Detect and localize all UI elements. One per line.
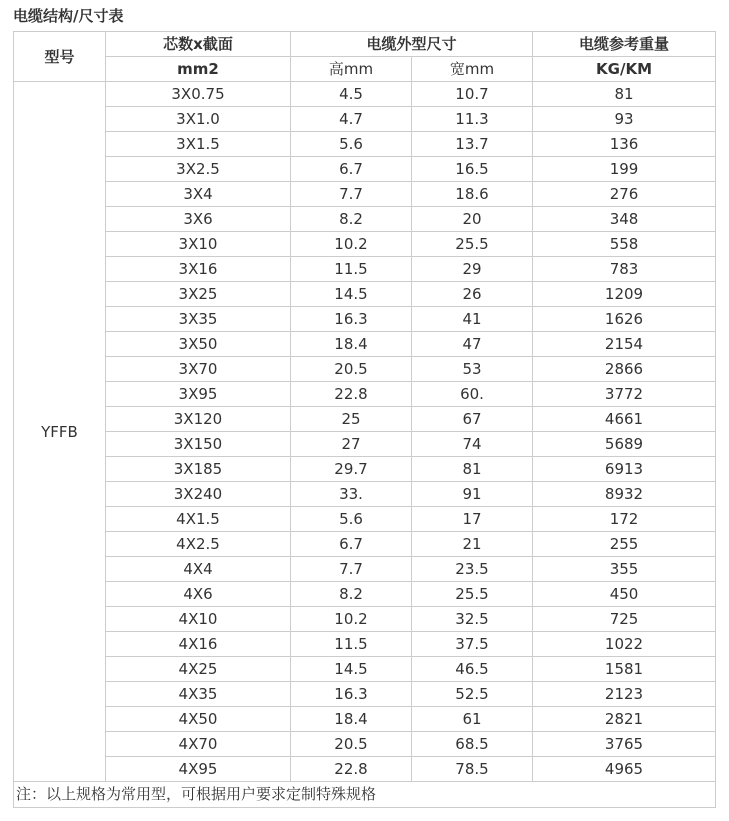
header-dimensions: 电缆外型尺寸	[291, 32, 533, 57]
cell-weight: 199	[533, 157, 716, 182]
table-row	[14, 82, 716, 107]
table-row	[14, 157, 716, 182]
table-row	[14, 682, 716, 707]
cell-weight: 2866	[533, 357, 716, 382]
cell-width: 60.	[412, 382, 533, 407]
cell-height: 7.7	[291, 182, 412, 207]
cell-spec: 4X35	[106, 682, 291, 707]
cell-width: 26	[412, 282, 533, 307]
cell-height: 5.6	[291, 507, 412, 532]
table-row	[14, 357, 716, 382]
cell-height: 20.5	[291, 357, 412, 382]
cell-spec: 4X4	[106, 557, 291, 582]
cell-height: 16.3	[291, 682, 412, 707]
cell-height: 14.5	[291, 282, 412, 307]
cell-height: 16.3	[291, 307, 412, 332]
cell-width: 20	[412, 207, 533, 232]
cell-spec: 3X70	[106, 357, 291, 382]
cell-weight: 1581	[533, 657, 716, 682]
cell-height: 22.8	[291, 757, 412, 782]
header-cores: 芯数x截面	[106, 32, 291, 57]
cell-width: 18.6	[412, 182, 533, 207]
table-subheader-row	[14, 57, 716, 82]
table-row	[14, 757, 716, 782]
table-row	[14, 482, 716, 507]
table-row	[14, 582, 716, 607]
table-row	[14, 182, 716, 207]
cell-width: 81	[412, 457, 533, 482]
cell-weight: 4965	[533, 757, 716, 782]
table-row	[14, 657, 716, 682]
cell-spec: 4X6	[106, 582, 291, 607]
cell-height: 18.4	[291, 707, 412, 732]
cell-weight: 8932	[533, 482, 716, 507]
cell-weight: 1626	[533, 307, 716, 332]
cell-width: 46.5	[412, 657, 533, 682]
header-weight-unit: KG/KM	[533, 57, 716, 82]
table-body	[14, 82, 716, 782]
cell-weight: 255	[533, 532, 716, 557]
cell-spec: 3X1.0	[106, 107, 291, 132]
table-row	[14, 632, 716, 657]
cell-spec: 3X6	[106, 207, 291, 232]
cell-height: 4.5	[291, 82, 412, 107]
cell-weight: 348	[533, 207, 716, 232]
cell-width: 32.5	[412, 607, 533, 632]
cell-height: 7.7	[291, 557, 412, 582]
table-row	[14, 507, 716, 532]
cell-width: 13.7	[412, 132, 533, 157]
table-row	[14, 257, 716, 282]
cell-spec: 4X10	[106, 607, 291, 632]
table-row	[14, 107, 716, 132]
cell-spec: 3X0.75	[106, 82, 291, 107]
cell-width: 52.5	[412, 682, 533, 707]
cell-spec: 4X70	[106, 732, 291, 757]
cell-weight: 93	[533, 107, 716, 132]
cell-weight: 725	[533, 607, 716, 632]
table-row	[14, 332, 716, 357]
header-weight: 电缆参考重量	[533, 32, 716, 57]
cell-weight: 2123	[533, 682, 716, 707]
cell-width: 67	[412, 407, 533, 432]
cell-weight: 3772	[533, 382, 716, 407]
cell-width: 68.5	[412, 732, 533, 757]
cell-height: 18.4	[291, 332, 412, 357]
table-row	[14, 707, 716, 732]
cell-width: 21	[412, 532, 533, 557]
cell-spec: 3X120	[106, 407, 291, 432]
cell-weight: 81	[533, 82, 716, 107]
table-row	[14, 132, 716, 157]
cell-weight: 4661	[533, 407, 716, 432]
table-row	[14, 307, 716, 332]
table-row	[14, 557, 716, 582]
table-row	[14, 607, 716, 632]
cell-weight: 1022	[533, 632, 716, 657]
header-width: 宽mm	[412, 57, 533, 82]
table-row	[14, 382, 716, 407]
table-row	[14, 532, 716, 557]
cell-height: 8.2	[291, 582, 412, 607]
cell-weight: 172	[533, 507, 716, 532]
table-note: 注：以上规格为常用型，可根据用户要求定制特殊规格	[14, 782, 716, 808]
table-row	[14, 207, 716, 232]
table-header-row	[14, 32, 716, 57]
cell-weight: 558	[533, 232, 716, 257]
cell-height: 14.5	[291, 657, 412, 682]
page-title: 电缆结构/尺寸表	[13, 7, 124, 25]
cell-height: 33.	[291, 482, 412, 507]
cell-width: 61	[412, 707, 533, 732]
cell-spec: 4X25	[106, 657, 291, 682]
table-row	[14, 432, 716, 457]
cell-height: 20.5	[291, 732, 412, 757]
cell-weight: 5689	[533, 432, 716, 457]
cell-width: 25.5	[412, 232, 533, 257]
cell-width: 41	[412, 307, 533, 332]
cell-height: 6.7	[291, 157, 412, 182]
cell-spec: 4X2.5	[106, 532, 291, 557]
cell-spec: 3X50	[106, 332, 291, 357]
cell-weight: 3765	[533, 732, 716, 757]
cell-spec: 4X16	[106, 632, 291, 657]
header-height: 高mm	[291, 57, 412, 82]
cell-height: 11.5	[291, 632, 412, 657]
table-row	[14, 282, 716, 307]
cell-weight: 355	[533, 557, 716, 582]
cell-spec: 4X95	[106, 757, 291, 782]
cell-width: 37.5	[412, 632, 533, 657]
cell-spec: 3X4	[106, 182, 291, 207]
cell-width: 91	[412, 482, 533, 507]
cell-width: 47	[412, 332, 533, 357]
cell-weight: 1209	[533, 282, 716, 307]
cell-width: 23.5	[412, 557, 533, 582]
cell-width: 25.5	[412, 582, 533, 607]
cell-weight: 2154	[533, 332, 716, 357]
cell-weight: 136	[533, 132, 716, 157]
cell-spec: 3X95	[106, 382, 291, 407]
cell-weight: 450	[533, 582, 716, 607]
cell-spec: 3X2.5	[106, 157, 291, 182]
cell-width: 78.5	[412, 757, 533, 782]
cell-spec: 3X240	[106, 482, 291, 507]
cell-weight: 2821	[533, 707, 716, 732]
cell-spec: 3X25	[106, 282, 291, 307]
header-cores-unit: mm2	[106, 57, 291, 82]
cell-height: 10.2	[291, 607, 412, 632]
cell-weight: 6913	[533, 457, 716, 482]
cell-weight: 276	[533, 182, 716, 207]
cell-height: 10.2	[291, 232, 412, 257]
table-row	[14, 732, 716, 757]
cell-height: 29.7	[291, 457, 412, 482]
cell-width: 53	[412, 357, 533, 382]
cell-width: 74	[412, 432, 533, 457]
cell-height: 27	[291, 432, 412, 457]
cell-height: 22.8	[291, 382, 412, 407]
note-row	[14, 782, 716, 808]
model-cell: YFFB	[14, 82, 106, 782]
cell-height: 4.7	[291, 107, 412, 132]
table-row	[14, 457, 716, 482]
cell-spec: 3X150	[106, 432, 291, 457]
cell-spec: 3X16	[106, 257, 291, 282]
cell-spec: 4X1.5	[106, 507, 291, 532]
cell-spec: 4X50	[106, 707, 291, 732]
cell-weight: 783	[533, 257, 716, 282]
cell-height: 8.2	[291, 207, 412, 232]
cell-spec: 3X35	[106, 307, 291, 332]
cell-spec: 3X10	[106, 232, 291, 257]
cell-width: 29	[412, 257, 533, 282]
table-row	[14, 407, 716, 432]
cell-height: 11.5	[291, 257, 412, 282]
cell-height: 5.6	[291, 132, 412, 157]
cell-width: 11.3	[412, 107, 533, 132]
cell-width: 17	[412, 507, 533, 532]
cell-width: 10.7	[412, 82, 533, 107]
cell-height: 6.7	[291, 532, 412, 557]
cell-spec: 3X1.5	[106, 132, 291, 157]
cable-spec-table	[13, 31, 716, 808]
cell-width: 16.5	[412, 157, 533, 182]
header-model: 型号	[14, 32, 106, 82]
cell-spec: 3X185	[106, 457, 291, 482]
table-row	[14, 232, 716, 257]
cell-height: 25	[291, 407, 412, 432]
